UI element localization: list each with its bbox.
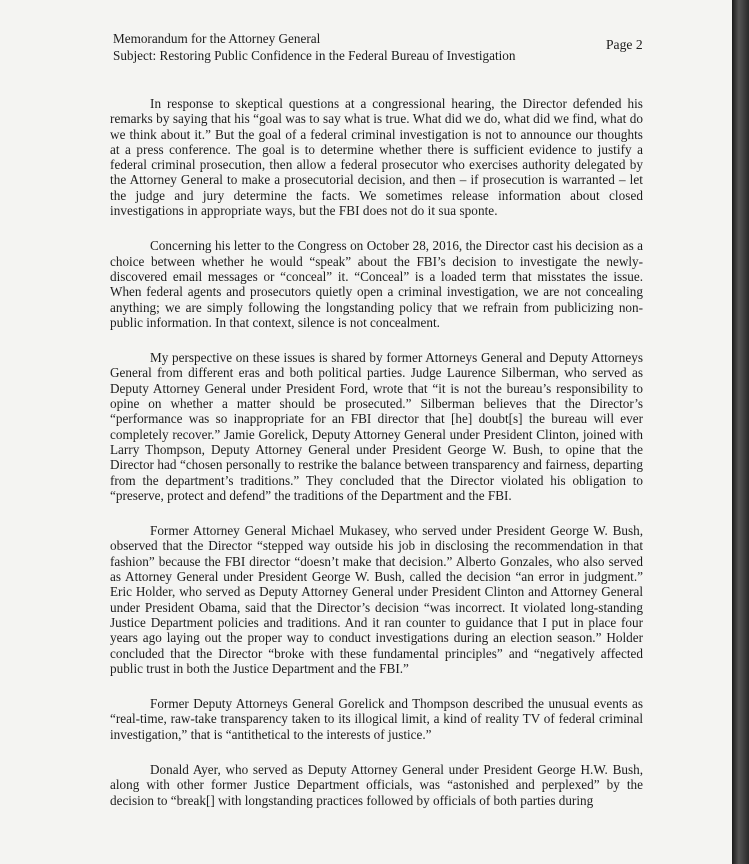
memo-recipient: Memorandum for the Attorney General (113, 31, 321, 46)
page-number: Page 2 (606, 37, 643, 52)
paragraph: Former Attorney General Michael Mukasey, who served under President George W. Bush, observed that the Director “stepped way outside his job in disclosing the recommendation in that fashion” because the FBI director “doesn’t make that decision.” Alberto Gonzales, who also served as Attorney General under President George W. Bush, called the decision “an error in judgment.” Eric Holder, who served as Deputy Attorney General under President Clinton and Attorney General under President Obama, said that the Director’s decision “was incorrect. It violated long-standing Justice Department policies and traditions. And it ran counter to guidance that I put in place four years ago laying out the proper way to conduct investigations during an election season.” Holder concluded that the Director “broke with these fundamental principles” and “negatively affected public trust in both the Justice Department and the FBI.” (110, 523, 643, 676)
memo-body (110, 96, 643, 828)
memo-header (113, 30, 653, 64)
page-edge-shadow (732, 0, 749, 864)
paragraph: In response to skeptical questions at a congressional hearing, the Director defended his remarks by saying that his “goal was to say what is true. What did we do, what did we find, what do we think about it.” But the goal of a federal criminal investigation is not to announce our thoughts at a press conference. The goal is to determine whether there is sufficient evidence to justify a federal criminal prosecution, then allow a federal prosecutor who exercises authority delegated by the Attorney General to make a prosecutorial decision, and then – if prosecution is warranted – let the judge and jury determine the facts. We sometimes release information about closed investigations in appropriate ways, but the FBI does not do it sua sponte. (110, 96, 643, 219)
paragraph: Former Deputy Attorneys General Gorelick and Thompson described the unusual events as “real-time, raw-take transparency taken to its illogical limit, a kind of reality TV of federal criminal investigation,” that is “antithetical to the interests of justice.” (110, 696, 643, 742)
paragraph: My perspective on these issues is shared by former Attorneys General and Deputy Attorneys General from different eras and both political parties. Judge Laurence Silberman, who served as Deputy Attorney General under President Ford, wrote that “it is not the bureau’s responsibility to opine on whether a matter should be prosecuted.” Silberman believes that the Director’s “performance was so inappropriate for an FBI director that [he] doubt[s] the bureau will ever completely recover.” Jamie Gorelick, Deputy Attorney General under President Clinton, joined with Larry Thompson, Deputy Attorney General under President George W. Bush, to opine that the Director had “chosen personally to restrike the balance between transparency and fairness, departing from the department’s traditions.” They concluded that the Director violated his obligation to “preserve, protect and defend” the traditions of the Department and the FBI. (110, 350, 643, 503)
paragraph: Concerning his letter to the Congress on October 28, 2016, the Director cast his decision as a choice between whether he would “speak” about the FBI’s decision to investigate the newly-discovered email messages or “conceal” it. “Conceal” is a loaded term that misstates the issue. When federal agents and prosecutors quietly open a criminal investigation, we are not concealing anything; we are simply following the longstanding policy that we refrain from publicizing non-public information. In that context, silence is not concealment. (110, 238, 643, 330)
paragraph: Donald Ayer, who served as Deputy Attorney General under President George H.W. Bush, along with other former Justice Department officials, was “astonished and perplexed” by the decision to “break[] with longstanding practices followed by officials of both parties during (110, 761, 643, 808)
memo-subject: Subject: Restoring Public Confidence in the Federal Bureau of Investigation (113, 48, 516, 63)
